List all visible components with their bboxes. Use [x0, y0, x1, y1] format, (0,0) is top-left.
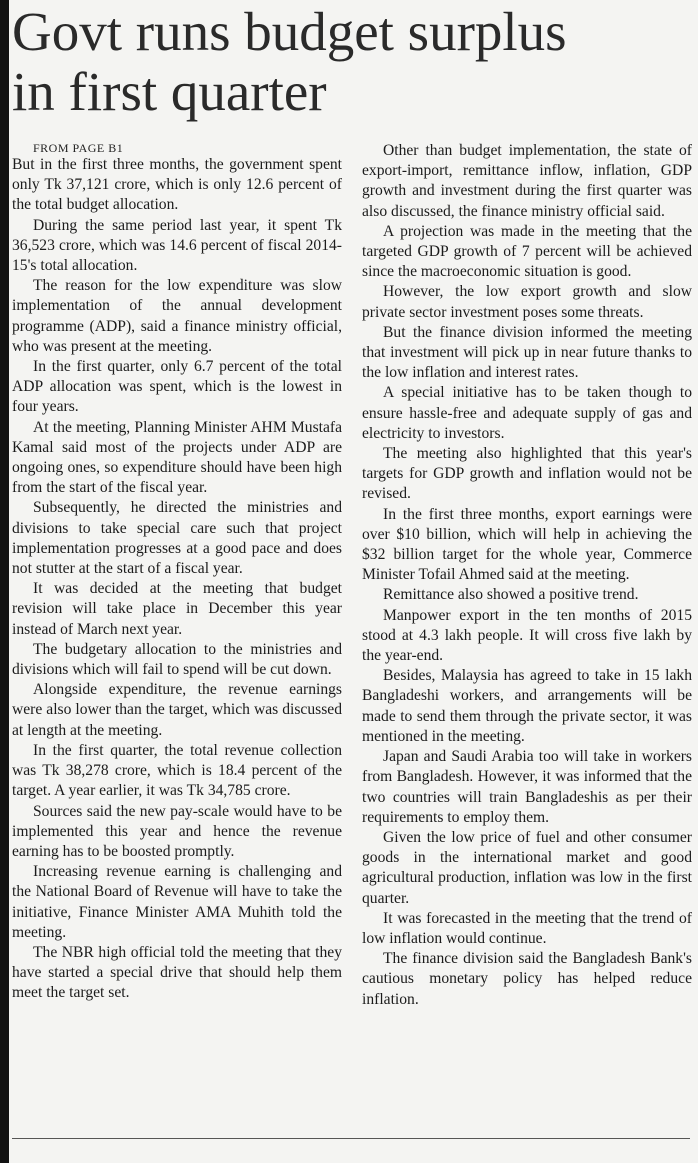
headline-line-2: in first quarter	[12, 61, 327, 122]
left-column	[12, 141, 342, 1004]
paragraph: The budgetary allocation to the ministries and divisions which will fail to spend will be cut down.	[12, 640, 342, 679]
kicker: FROM PAGE B1	[33, 141, 124, 155]
paragraph: The meeting also highlighted that this year's targets for GDP growth and inflation would not be revised.	[362, 445, 692, 503]
paragraph: The reason for the low expenditure was slow implementation of the annual development programme (ADP), said a finance ministry official, who was present at the meeting.	[12, 277, 342, 355]
paragraph: Japan and Saudi Arabia too will take in workers from Bangladesh. However, it was informed that the two countries will train Bangladeshis as per their requirements to employ them.	[362, 748, 692, 826]
page-edge-bar	[0, 0, 9, 1163]
paragraph: Manpower export in the ten months of 2015 stood at 4.3 lakh people. It will cross five lakh by the year-end.	[362, 606, 692, 665]
paragraph: Given the low price of fuel and other consumer goods in the international market and good agricultural production, inflation was low in the first quarter.	[362, 828, 692, 907]
paragraph: The NBR high official told the meeting that they have started a special drive that should help them meet the target set.	[12, 943, 342, 1002]
paragraph: It was forecasted in the meeting that the trend of low inflation would continue.	[362, 909, 692, 947]
paragraph: Alongside expenditure, the revenue earnings were also lower than the target, which was discussed at length at the meeting.	[12, 681, 342, 739]
paragraph: It was decided at the meeting that budget revision will take place in December this year instead of March next year.	[12, 580, 342, 638]
paragraph: The finance division said the Bangladesh Bank's cautious monetary policy has helped reduce inflation.	[362, 950, 692, 1008]
headline-line-1: Govt runs budget surplus	[12, 1, 567, 62]
bottom-divider	[12, 1138, 690, 1139]
paragraph: Remittance also showed a positive trend.	[383, 586, 639, 604]
paragraph: In the first quarter, the total revenue collection was Tk 38,278 crore, which is 18.4 percent of the target. A year earlier, it was Tk 34,785 crore.	[12, 741, 342, 800]
paragraph: Increasing revenue earning is challenging and the National Board of Revenue will have to take the initiative, Finance Minister AMA Muhith told the meeting.	[12, 863, 342, 941]
headline	[12, 2, 692, 122]
paragraph: However, the low export growth and slow private sector investment poses some threats.	[362, 283, 692, 321]
paragraph: In the first three months, export earnings were over $10 billion, which will help in achieving the $32 billion target for the whole year, Commerce Minister Tofail Ahmed said at the meeting.	[362, 505, 692, 584]
paragraph: Subsequently, he directed the ministries and divisions to take special care such that project implementation progresses at a good pace and does not stutter at the start of a fiscal year.	[12, 499, 342, 578]
paragraph: But the finance division informed the meeting that investment will pick up in near future thanks to the low inflation and interest rates.	[362, 323, 692, 382]
right-column	[362, 141, 692, 1010]
paragraph: But in the first three months, the government spent only Tk 37,121 crore, which is only 12.6 percent of the total budget allocation.	[12, 156, 342, 214]
paragraph: In the first quarter, only 6.7 percent of the total ADP allocation was spent, which is the lowest in four years.	[12, 358, 342, 416]
paragraph: At the meeting, Planning Minister AHM Mustafa Kamal said most of the projects under ADP are ongoing ones, so expenditure should have been high from the start of the fiscal year.	[12, 418, 342, 497]
paragraph: Other than budget implementation, the state of export-import, remittance inflow, inflation, GDP growth and investment during the first quarter was also discussed, the finance ministry official said.	[362, 142, 692, 220]
paragraph: Besides, Malaysia has agreed to take in 15 lakh Bangladeshi workers, and arrangements will be made to send them through the private sector, it was mentioned in the meeting.	[362, 667, 692, 745]
paragraph: A projection was made in the meeting that the targeted GDP growth of 7 percent will be achieved since the macroeconomic situation is good.	[362, 222, 692, 281]
paragraph: A special initiative has to be taken though to ensure hassle-free and adequate supply of gas and electricity to investors.	[362, 384, 692, 442]
paragraph: Sources said the new pay-scale would have to be implemented this year and hence the revenue earning has to be boosted promptly.	[12, 802, 342, 860]
paragraph: During the same period last year, it spent Tk 36,523 crore, which was 14.6 percent of fiscal 2014-15's total allocation.	[12, 216, 342, 275]
